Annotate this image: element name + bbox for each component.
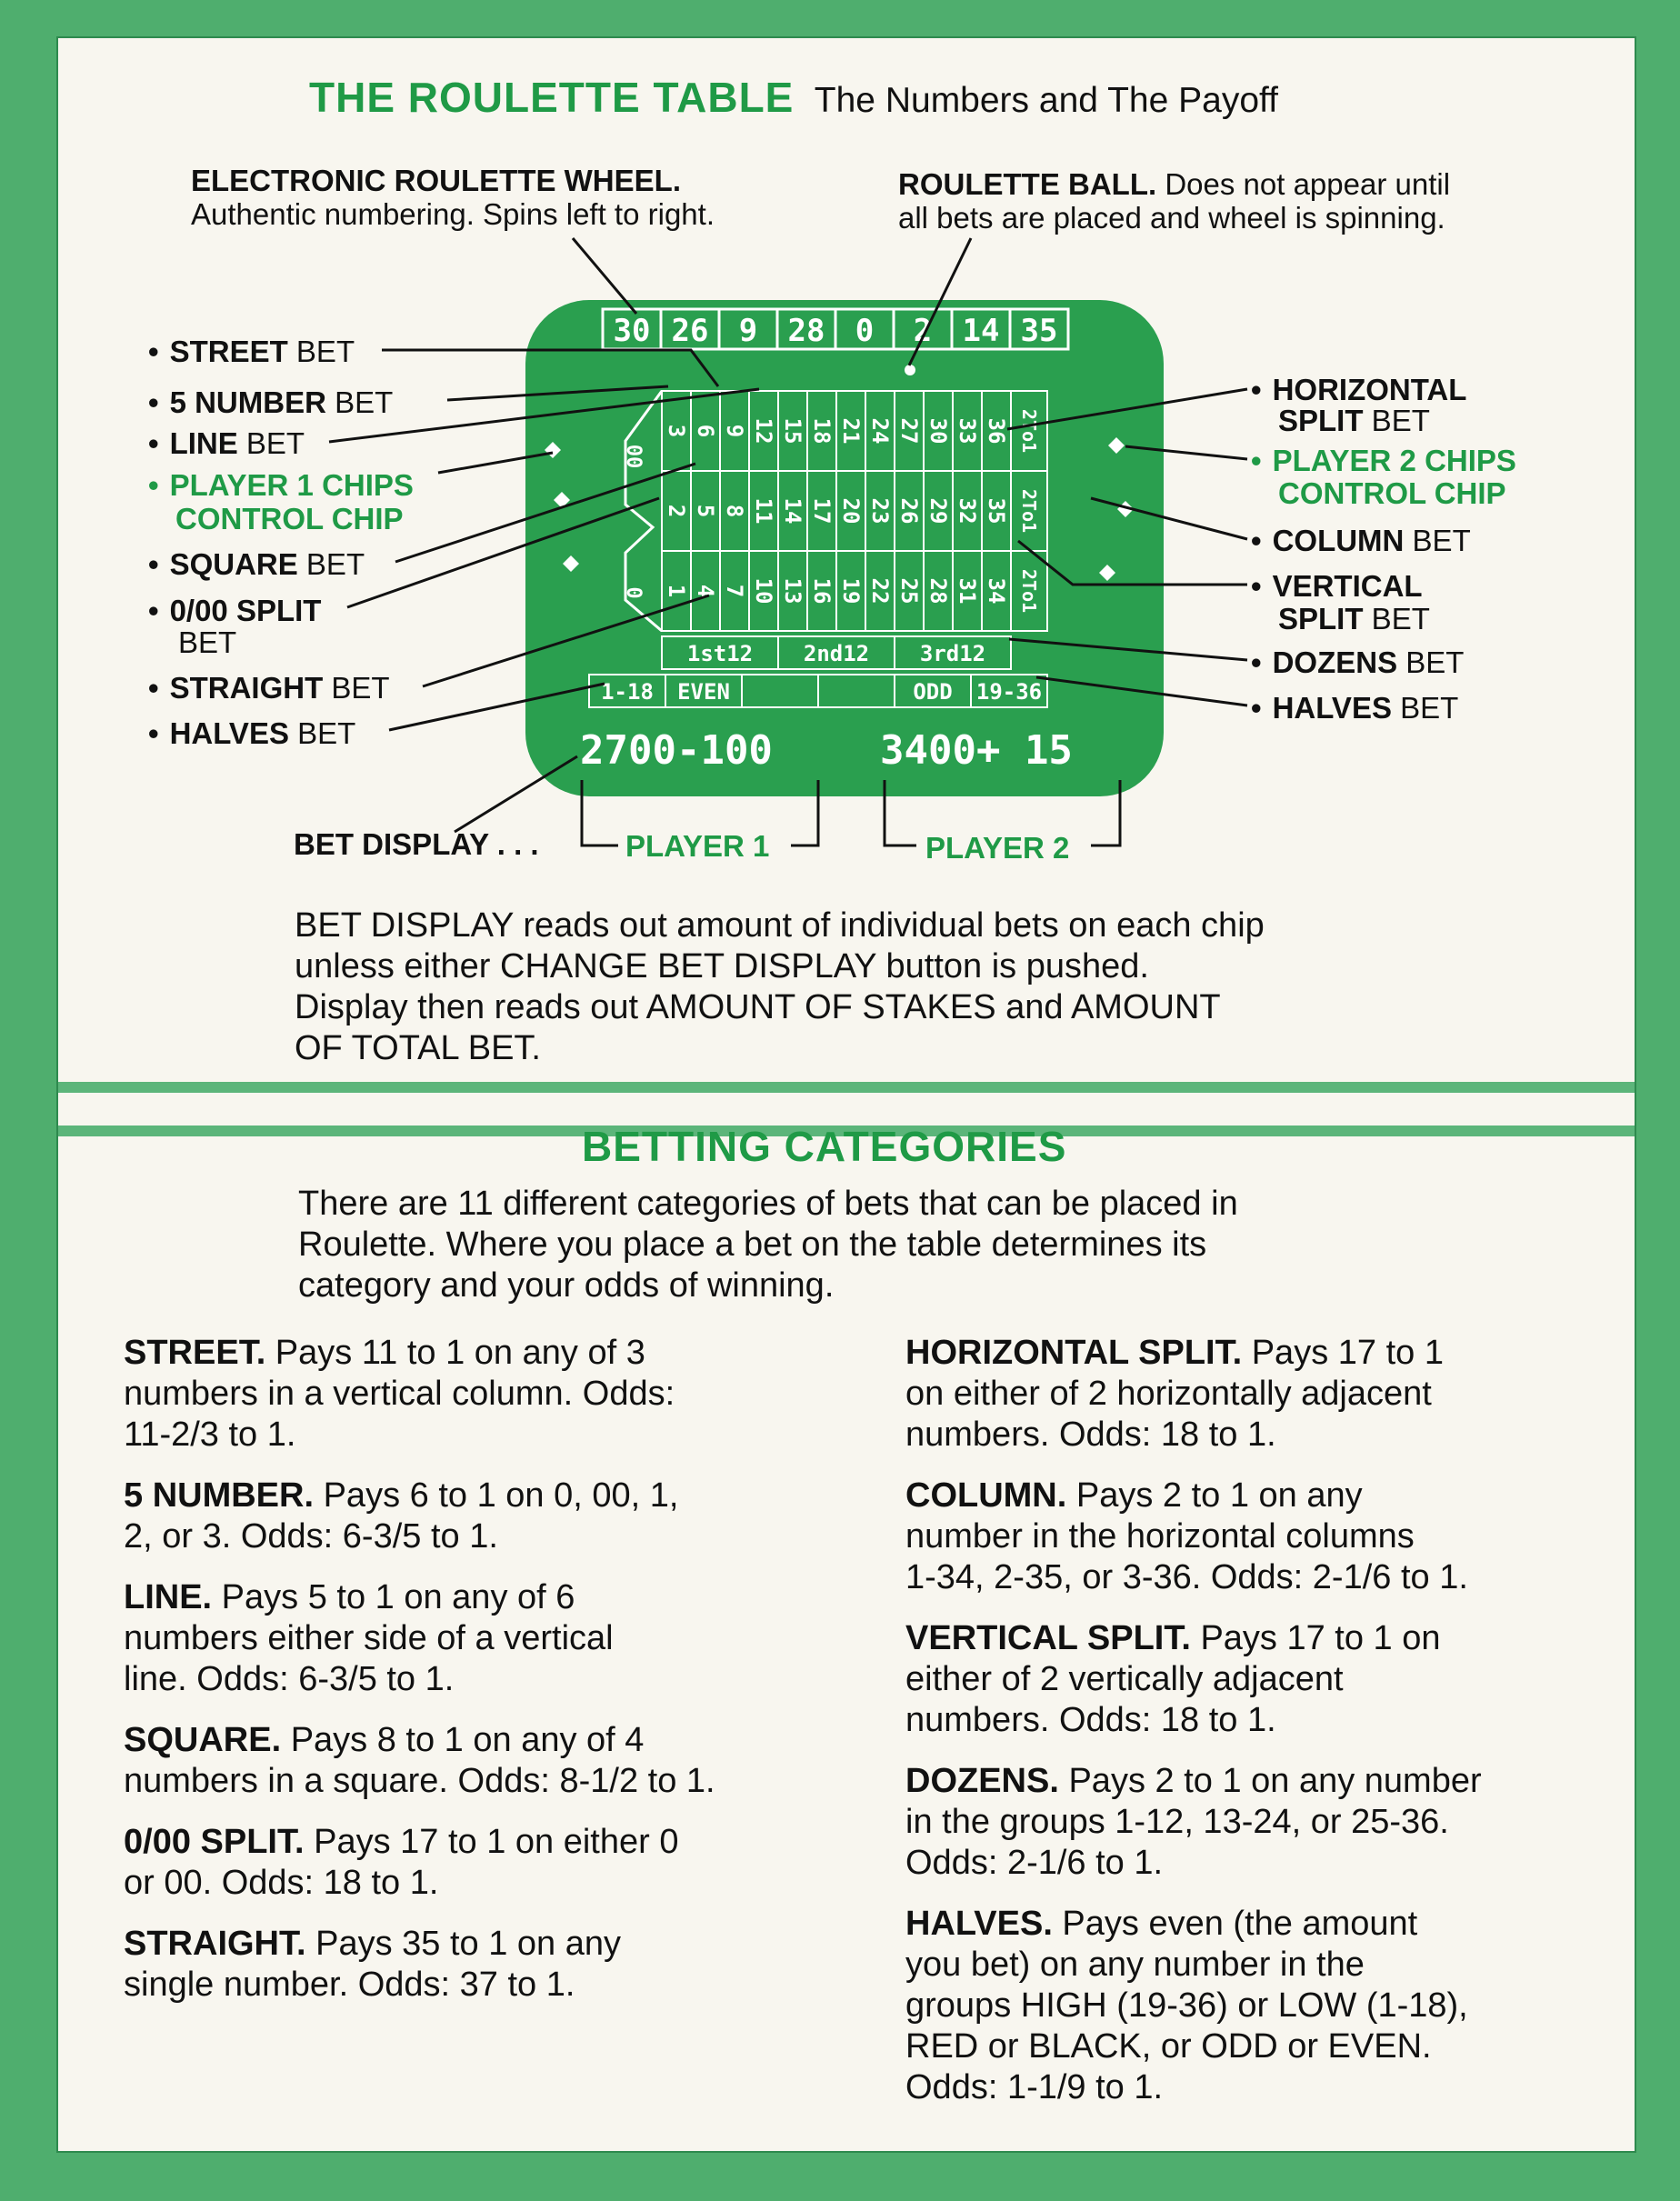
- categories-left-column: [124, 1333, 887, 2026]
- grid-number: 7: [722, 584, 747, 598]
- category-name: DOZENS.: [905, 1762, 1059, 1800]
- grid-number: 23: [867, 497, 893, 525]
- label-5-number-bet: • 5 NUMBER BET: [148, 385, 394, 419]
- column-bet-cell: 2To1: [1018, 408, 1040, 454]
- category-text: Pays 35 to 1 on any: [305, 1925, 622, 1963]
- category-text: Pays 5 to 1 on any of 6: [212, 1578, 575, 1616]
- wheel-callout-title: ELECTRONIC ROULETTE WHEEL.: [191, 164, 681, 197]
- right-category-4: [905, 1904, 1615, 2108]
- grid-number: 28: [925, 577, 951, 605]
- page-subtitle: The Numbers and The Payoff: [814, 81, 1278, 120]
- label-column-bet: • COLUMN BET: [1251, 524, 1471, 557]
- grid-number: 19: [838, 577, 864, 605]
- grid-number: 3: [664, 424, 689, 438]
- left-category-1: [124, 1476, 887, 1557]
- grid-number: 20: [838, 497, 864, 525]
- category-name: STREET.: [124, 1334, 266, 1372]
- description-line-2: unless either CHANGE BET DISPLAY button is pushed.: [295, 947, 1149, 985]
- column-bet-cell: 2To1: [1018, 568, 1040, 614]
- category-text: Pays 6 to 1 on 0, 00, 1,: [314, 1476, 679, 1515]
- grid-number: 12: [751, 417, 776, 445]
- grid-number: 33: [955, 417, 980, 445]
- grid-number: 29: [925, 497, 951, 525]
- player1-label: PLAYER 1: [625, 829, 770, 863]
- category-line: [905, 1904, 1615, 1945]
- label-square-bet: • SQUARE BET: [148, 547, 365, 581]
- category-line: or 00. Odds: 18 to 1.: [124, 1864, 439, 1902]
- category-line: 1-34, 2-35, or 3-36. Odds: 2-1/6 to 1.: [905, 1558, 1468, 1596]
- grid-number: 14: [780, 497, 805, 525]
- wheel-number: 0: [855, 313, 875, 349]
- category-line: RED or BLACK, or ODD or EVEN.: [905, 2027, 1432, 2066]
- categories-right-column: [905, 1333, 1615, 2128]
- left-category-5: [124, 1924, 887, 2006]
- bet-display-label: BET DISPLAY . . .: [294, 827, 539, 861]
- grid-number: 21: [838, 417, 864, 445]
- categories-intro: [298, 1184, 1238, 1306]
- intro-line-3: category and your odds of winning.: [298, 1266, 835, 1305]
- category-text: Pays even (the amount: [1052, 1905, 1418, 1943]
- halves-label: EVEN: [677, 679, 730, 705]
- grid-number: 25: [896, 577, 922, 605]
- category-line: [124, 1476, 887, 1516]
- right-category-1: [905, 1476, 1615, 1598]
- category-line: 11-2/3 to 1.: [124, 1416, 296, 1454]
- category-name: 5 NUMBER.: [124, 1476, 315, 1515]
- grid-number: 4: [693, 584, 718, 598]
- wheel-number: 2: [913, 313, 933, 349]
- category-line: [905, 1761, 1615, 1802]
- grid-number: 2: [664, 504, 689, 518]
- grid-number: 18: [809, 417, 835, 445]
- category-name: VERTICAL SPLIT.: [905, 1619, 1191, 1657]
- left-category-0: [124, 1333, 887, 1456]
- grid-number: 27: [896, 417, 922, 445]
- category-text: Pays 8 to 1 on any of 4: [281, 1721, 645, 1759]
- description-line-4: OF TOTAL BET.: [295, 1029, 541, 1067]
- label-street-bet: • STREET BET: [148, 335, 355, 368]
- category-line: [124, 1333, 887, 1374]
- label-player1-control-chip: CONTROL CHIP: [175, 502, 404, 535]
- category-line: [124, 1577, 887, 1618]
- category-text: Pays 17 to 1 on either 0: [304, 1823, 679, 1861]
- ball-callout-title: ROULETTE BALL.: [898, 167, 1157, 201]
- grid-number: 32: [955, 497, 980, 525]
- description-line-1: BET DISPLAY reads out amount of individual bets on each chip: [295, 906, 1265, 945]
- wheel-number: 30: [613, 313, 651, 349]
- player2-label: PLAYER 2: [925, 831, 1070, 865]
- page-title: THE ROULETTE TABLE: [309, 74, 795, 121]
- category-name: LINE.: [124, 1578, 213, 1616]
- category-line: [124, 1822, 887, 1863]
- halves-label: 1-18: [601, 679, 654, 705]
- category-line: numbers either side of a vertical: [124, 1619, 614, 1657]
- grid-number: 26: [896, 497, 922, 525]
- right-category-3: [905, 1761, 1615, 1884]
- right-category-0: [905, 1333, 1615, 1456]
- wheel-number: 9: [738, 313, 758, 349]
- label-straight-bet: • STRAIGHT BET: [148, 671, 390, 705]
- grid-number: 11: [751, 497, 776, 525]
- halves-label: 19-36: [975, 679, 1043, 705]
- category-line: [905, 1476, 1615, 1516]
- grid-number: 36: [984, 417, 1009, 445]
- left-category-3: [124, 1720, 887, 1802]
- category-line: numbers in a square. Odds: 8-1/2 to 1.: [124, 1762, 715, 1800]
- category-text: Pays 2 to 1 on any number: [1058, 1762, 1482, 1800]
- category-line: numbers. Odds: 18 to 1.: [905, 1416, 1276, 1454]
- ball-callout-desc-2: all bets are placed and wheel is spinning.: [898, 201, 1445, 235]
- category-line: in the groups 1-12, 13-24, or 25-36.: [905, 1803, 1449, 1841]
- label-player2-chips: • PLAYER 2 CHIPS: [1251, 444, 1516, 477]
- category-line: line. Odds: 6-3/5 to 1.: [124, 1660, 455, 1698]
- dozens-label: 3rd12: [919, 641, 986, 666]
- wheel-number: 14: [962, 313, 1000, 349]
- label-0-00-split-bet: BET: [178, 625, 237, 659]
- label-0-00-split: • 0/00 SPLIT: [148, 594, 322, 627]
- player2-bet-display: 3400+ 15: [880, 727, 1073, 774]
- grid-number: 6: [693, 424, 718, 438]
- category-line: either of 2 vertically adjacent: [905, 1660, 1344, 1698]
- grid-number: 17: [809, 497, 835, 525]
- label-dozens-bet: • DOZENS BET: [1251, 645, 1465, 679]
- bet-display-description: [295, 905, 1265, 1069]
- category-line: numbers. Odds: 18 to 1.: [905, 1701, 1276, 1739]
- category-line: [124, 1924, 887, 1965]
- grid-number: 30: [925, 417, 951, 445]
- label-vertical-split-bet: SPLIT BET: [1278, 602, 1430, 635]
- left-category-2: [124, 1577, 887, 1700]
- category-line: numbers in a vertical column. Odds:: [124, 1375, 675, 1413]
- player1-bet-display: 2700-100: [580, 727, 773, 774]
- grid-number: 16: [809, 577, 835, 605]
- halves-label: ODD: [913, 679, 953, 705]
- category-line: Odds: 1-1/9 to 1.: [905, 2068, 1164, 2106]
- category-line: on either of 2 horizontally adjacent: [905, 1375, 1432, 1413]
- label-horizontal-split-bet: SPLIT BET: [1278, 404, 1430, 437]
- category-line: [905, 1618, 1615, 1659]
- wheel-number: 35: [1020, 313, 1058, 349]
- double-zero-cell: 00: [622, 444, 645, 469]
- category-line: 2, or 3. Odds: 6-3/5 to 1.: [124, 1517, 498, 1556]
- grid-number: 24: [867, 417, 893, 445]
- column-bet-cell: 2To1: [1018, 488, 1040, 534]
- grid-number: 1: [664, 584, 689, 598]
- dozens-label: 1st12: [686, 641, 754, 666]
- category-line: [905, 1333, 1615, 1374]
- category-text: Pays 11 to 1 on any of 3: [265, 1334, 645, 1372]
- right-category-2: [905, 1618, 1615, 1741]
- category-name: HORIZONTAL SPLIT.: [905, 1334, 1243, 1372]
- grid-number: 9: [722, 424, 747, 438]
- intro-line-2: Roulette. Where you place a bet on the table determines its: [298, 1226, 1207, 1264]
- category-line: number in the horizontal columns: [905, 1517, 1415, 1556]
- category-name: SQUARE.: [124, 1721, 282, 1759]
- category-text: Pays 2 to 1 on any: [1066, 1476, 1363, 1515]
- category-line: you bet) on any number in the: [905, 1946, 1365, 1984]
- label-player2-control-chip: CONTROL CHIP: [1278, 476, 1506, 510]
- grid-number: 10: [751, 577, 776, 605]
- category-name: COLUMN.: [905, 1476, 1067, 1515]
- grid-number: 8: [722, 504, 747, 518]
- label-halves-bet-left: • HALVES BET: [148, 716, 356, 750]
- wheel-number: 26: [671, 313, 709, 349]
- category-name: 0/00 SPLIT.: [124, 1823, 305, 1861]
- category-text: Pays 17 to 1: [1242, 1334, 1444, 1372]
- category-name: HALVES.: [905, 1905, 1053, 1943]
- zero-cell: 0: [622, 586, 645, 599]
- intro-line-1: There are 11 different categories of bets that can be placed in: [298, 1185, 1238, 1223]
- wheel-callout-desc: Authentic numbering. Spins left to right.: [191, 197, 715, 231]
- category-line: [124, 1720, 887, 1761]
- callout-lines: [0, 0, 1680, 909]
- dozens-label: 2nd12: [803, 641, 870, 666]
- description-line-3: Display then reads out AMOUNT OF STAKES and AMOUNT: [295, 988, 1221, 1026]
- grid-number: 5: [693, 504, 718, 518]
- grid-number: 22: [867, 577, 893, 605]
- grid-number: 35: [984, 497, 1009, 525]
- grid-number: 15: [780, 417, 805, 445]
- category-name: STRAIGHT.: [124, 1925, 306, 1963]
- left-category-4: [124, 1822, 887, 1904]
- grid-number: 31: [955, 577, 980, 605]
- betting-categories-heading: BETTING CATEGORIES: [582, 1123, 1067, 1170]
- label-vertical-split: • VERTICAL: [1251, 569, 1423, 603]
- grid-number: 13: [780, 577, 805, 605]
- category-line: groups HIGH (19-36) or LOW (1-18),: [905, 1986, 1468, 2025]
- label-line-bet: • LINE BET: [148, 426, 305, 460]
- label-halves-bet-right: • HALVES BET: [1251, 691, 1459, 725]
- page-fold-inner: [58, 1093, 1635, 1126]
- category-text: Pays 17 to 1 on: [1190, 1619, 1441, 1657]
- category-line: Odds: 2-1/6 to 1.: [905, 1844, 1164, 1882]
- label-horizontal-split: • HORIZONTAL: [1251, 373, 1467, 406]
- ball-callout-desc-1: Does not appear until: [1165, 167, 1451, 201]
- category-line: single number. Odds: 37 to 1.: [124, 1966, 575, 2004]
- wheel-number: 28: [787, 313, 825, 349]
- grid-number: 34: [984, 577, 1009, 605]
- label-player1-chips: • PLAYER 1 CHIPS: [148, 468, 414, 502]
